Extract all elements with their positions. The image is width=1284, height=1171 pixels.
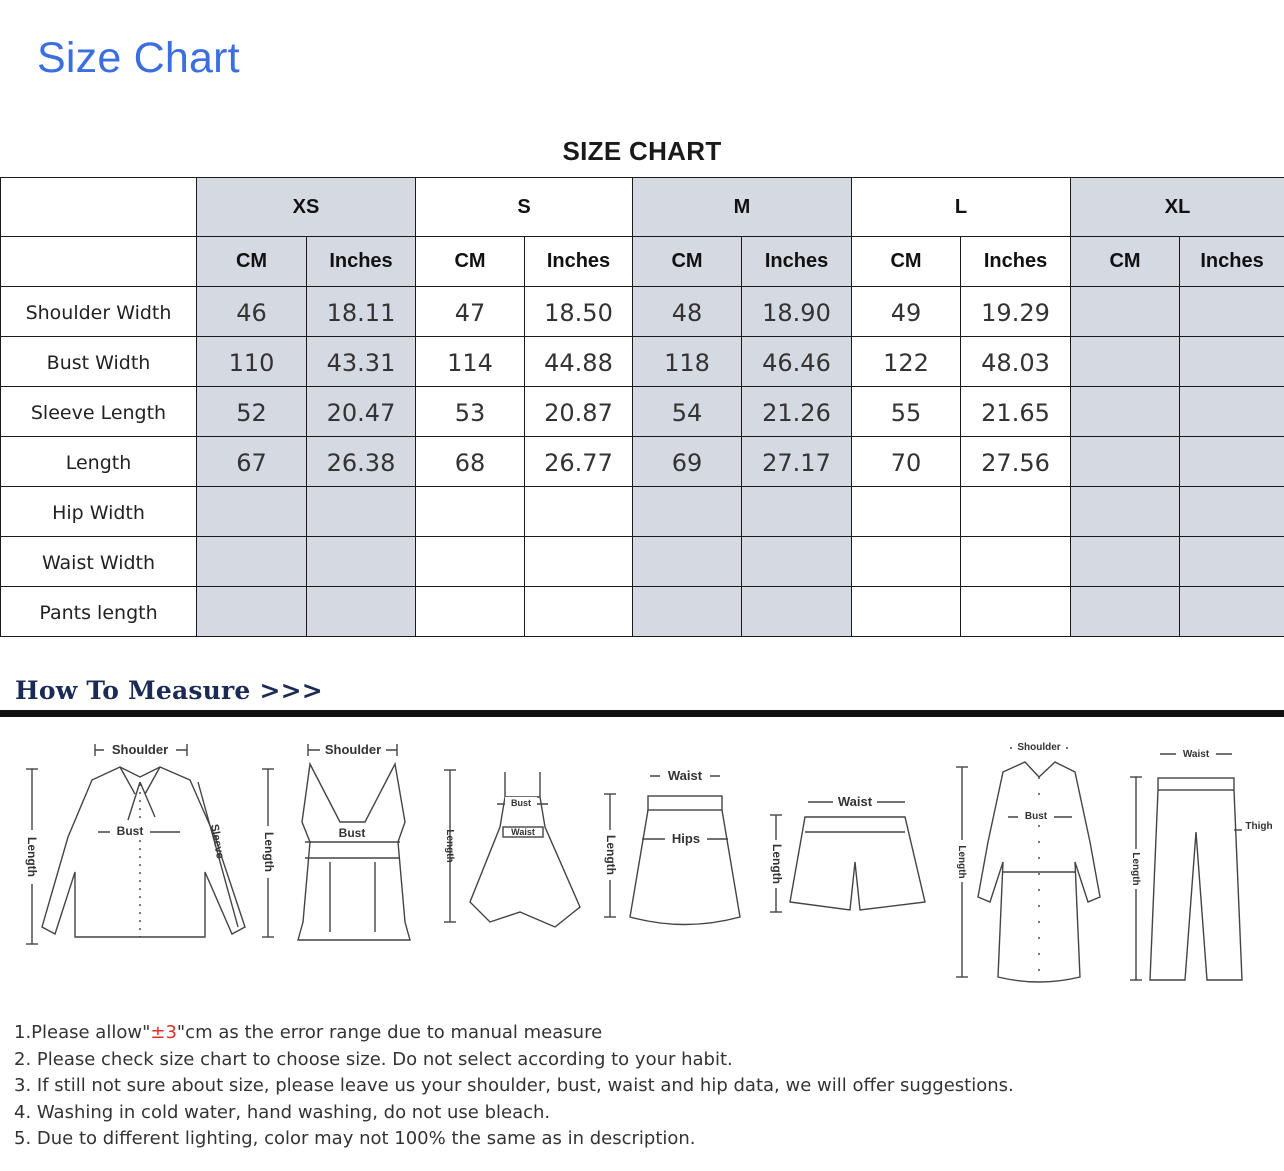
shoulder-label: Shoulder — [324, 742, 382, 757]
cm-value-cell: 46 — [197, 287, 307, 337]
skirt-illustration — [603, 768, 740, 925]
note-item: 2. Please check size chart to choose size. Do not select according to your habit. — [14, 1048, 733, 1070]
tolerance-value: ±3 — [150, 1022, 177, 1043]
cm-value-cell: 114 — [416, 337, 525, 387]
inches-value-cell: 27.17 — [742, 437, 852, 487]
shoulder-label: Shoulder — [111, 742, 169, 757]
table-row — [1, 587, 1284, 637]
inches-value-cell — [961, 487, 1071, 537]
inches-value-cell: 18.50 — [525, 287, 633, 337]
unit-header-inches: Inches — [961, 237, 1071, 287]
row-label: Length — [1, 437, 197, 487]
inches-value-cell: 21.65 — [961, 387, 1071, 437]
inches-value-cell — [1180, 387, 1284, 437]
measurement-illustrations — [0, 722, 1284, 997]
shoulder-label: Shoulder — [1017, 742, 1061, 753]
cm-value-cell — [1071, 337, 1180, 387]
cm-value-cell — [852, 587, 961, 637]
page-title: Size Chart — [37, 34, 240, 82]
size-header-l: L — [852, 178, 1071, 237]
bust-label: Bust — [511, 798, 531, 808]
cm-value-cell: 49 — [852, 287, 961, 337]
length-label: Length — [604, 835, 618, 875]
length-label: Length — [25, 837, 39, 877]
size-table-body — [1, 287, 1284, 637]
unit-header-inches: Inches — [1180, 237, 1284, 287]
size-header-xs: XS — [197, 178, 416, 237]
blouse-illustration — [25, 742, 245, 944]
waist-label: Waist — [1182, 749, 1210, 760]
shorts-illustration — [769, 794, 925, 912]
inches-value-cell — [525, 487, 633, 537]
cm-value-cell: 48 — [633, 287, 742, 337]
size-header-xl: XL — [1071, 178, 1284, 237]
inches-value-cell — [1180, 437, 1284, 487]
note-item: 5. Due to different lighting, color may not 100% the same as in description. — [14, 1128, 696, 1149]
size-header-row — [1, 178, 1284, 237]
bust-label: Bust — [116, 824, 144, 838]
cm-value-cell — [197, 537, 307, 587]
note-text: "cm as the error range due to manual measure — [176, 1022, 603, 1043]
row-label: Bust Width — [1, 337, 197, 387]
table-row — [1, 387, 1284, 437]
inches-value-cell: 20.47 — [307, 387, 416, 437]
size-header-s: S — [416, 178, 633, 237]
inches-value-cell: 26.77 — [525, 437, 633, 487]
cm-value-cell — [197, 587, 307, 637]
inches-value-cell: 44.88 — [525, 337, 633, 387]
sleeve-label: Sleeve — [208, 823, 226, 860]
inches-value-cell — [1180, 287, 1284, 337]
cm-value-cell: 47 — [416, 287, 525, 337]
unit-header-cm: CM — [852, 237, 961, 287]
inches-value-cell: 20.87 — [525, 387, 633, 437]
inches-value-cell: 18.11 — [307, 287, 416, 337]
cm-value-cell: 122 — [852, 337, 961, 387]
cm-value-cell: 69 — [633, 437, 742, 487]
cm-value-cell — [852, 537, 961, 587]
cm-value-cell — [416, 487, 525, 537]
length-label: Length — [1130, 852, 1141, 886]
note-item: 4. Washing in cold water, hand washing, do not use bleach. — [14, 1101, 551, 1123]
inches-value-cell — [961, 537, 1071, 587]
cm-value-cell — [1071, 487, 1180, 537]
unit-header-cm: CM — [633, 237, 742, 287]
cm-value-cell: 55 — [852, 387, 961, 437]
note-item: 3. If still not sure about size, please leave us your shoulder, bust, waist and hip data, we will offer suggestions. — [14, 1075, 1014, 1096]
hips-label: Hips — [671, 831, 701, 846]
notes-list — [14, 1020, 1014, 1153]
row-label: Sleeve Length — [1, 387, 197, 437]
unit-header-inches: Inches — [307, 237, 416, 287]
cm-value-cell — [852, 487, 961, 537]
waist-label: Waist — [837, 794, 873, 809]
table-row — [1, 537, 1284, 587]
inches-value-cell — [307, 587, 416, 637]
cm-value-cell: 70 — [852, 437, 961, 487]
cm-value-cell: 54 — [633, 387, 742, 437]
inches-value-cell: 18.90 — [742, 287, 852, 337]
corner-cell — [1, 178, 197, 237]
unit-header-row — [1, 237, 1284, 287]
bust-label: Bust — [1024, 811, 1048, 822]
cm-value-cell: 67 — [197, 437, 307, 487]
heading-divider — [0, 710, 1284, 717]
table-row — [1, 437, 1284, 487]
inches-value-cell — [742, 587, 852, 637]
inches-value-cell — [742, 487, 852, 537]
cm-value-cell — [1071, 437, 1180, 487]
unit-header-cm: CM — [416, 237, 525, 287]
cm-value-cell — [633, 537, 742, 587]
inches-value-cell — [307, 487, 416, 537]
cm-value-cell: 110 — [197, 337, 307, 387]
row-label: Shoulder Width — [1, 287, 197, 337]
inches-value-cell — [961, 587, 1071, 637]
dress-illustration — [444, 770, 580, 927]
size-table — [0, 177, 1284, 637]
inches-value-cell — [1180, 487, 1284, 537]
unit-header-cm: CM — [1071, 237, 1180, 287]
inches-value-cell: 21.26 — [742, 387, 852, 437]
cm-value-cell — [416, 587, 525, 637]
row-label: Waist Width — [1, 537, 197, 587]
inches-value-cell: 46.46 — [742, 337, 852, 387]
note-text: 1.Please allow" — [14, 1022, 151, 1043]
length-label: Length — [956, 845, 967, 879]
row-label: Pants length — [1, 587, 197, 637]
length-label: Length — [262, 832, 276, 872]
cm-value-cell: 52 — [197, 387, 307, 437]
coat-illustration — [955, 740, 1100, 982]
cm-value-cell — [416, 537, 525, 587]
inches-value-cell — [1180, 587, 1284, 637]
inches-value-cell — [525, 587, 633, 637]
inches-value-cell: 48.03 — [961, 337, 1071, 387]
table-row — [1, 287, 1284, 337]
cm-value-cell: 68 — [416, 437, 525, 487]
cm-value-cell — [1071, 537, 1180, 587]
table-row — [1, 487, 1284, 537]
cm-value-cell — [633, 487, 742, 537]
corner-cell — [1, 237, 197, 287]
cm-value-cell — [1071, 287, 1180, 337]
jeans-illustration — [1129, 747, 1273, 980]
cm-value-cell — [197, 487, 307, 537]
length-label: Length — [444, 829, 455, 863]
size-chart-title: SIZE CHART — [562, 136, 722, 166]
note-item — [14, 1020, 1014, 1047]
waist-label: Waist — [511, 827, 535, 837]
inches-value-cell — [307, 537, 416, 587]
cm-value-cell: 118 — [633, 337, 742, 387]
cm-value-cell — [1071, 587, 1180, 637]
size-header-m: M — [633, 178, 852, 237]
inches-value-cell: 27.56 — [961, 437, 1071, 487]
inches-value-cell — [1180, 537, 1284, 587]
inches-value-cell: 43.31 — [307, 337, 416, 387]
cm-value-cell — [633, 587, 742, 637]
inches-value-cell — [742, 537, 852, 587]
table-row — [1, 337, 1284, 387]
inches-value-cell: 19.29 — [961, 287, 1071, 337]
inches-value-cell — [1180, 337, 1284, 387]
unit-header-cm: CM — [197, 237, 307, 287]
cami-top-illustration — [261, 742, 410, 940]
unit-header-inches: Inches — [742, 237, 852, 287]
how-to-measure-heading: How To Measure >>> — [15, 676, 323, 705]
inches-value-cell: 26.38 — [307, 437, 416, 487]
row-label: Hip Width — [1, 487, 197, 537]
inches-value-cell — [525, 537, 633, 587]
waist-label: Waist — [667, 768, 703, 783]
unit-header-inches: Inches — [525, 237, 633, 287]
bust-label: Bust — [338, 826, 366, 840]
cm-value-cell: 53 — [416, 387, 525, 437]
length-label: Length — [770, 844, 784, 884]
cm-value-cell — [1071, 387, 1180, 437]
thigh-label: Thigh — [1245, 821, 1273, 832]
